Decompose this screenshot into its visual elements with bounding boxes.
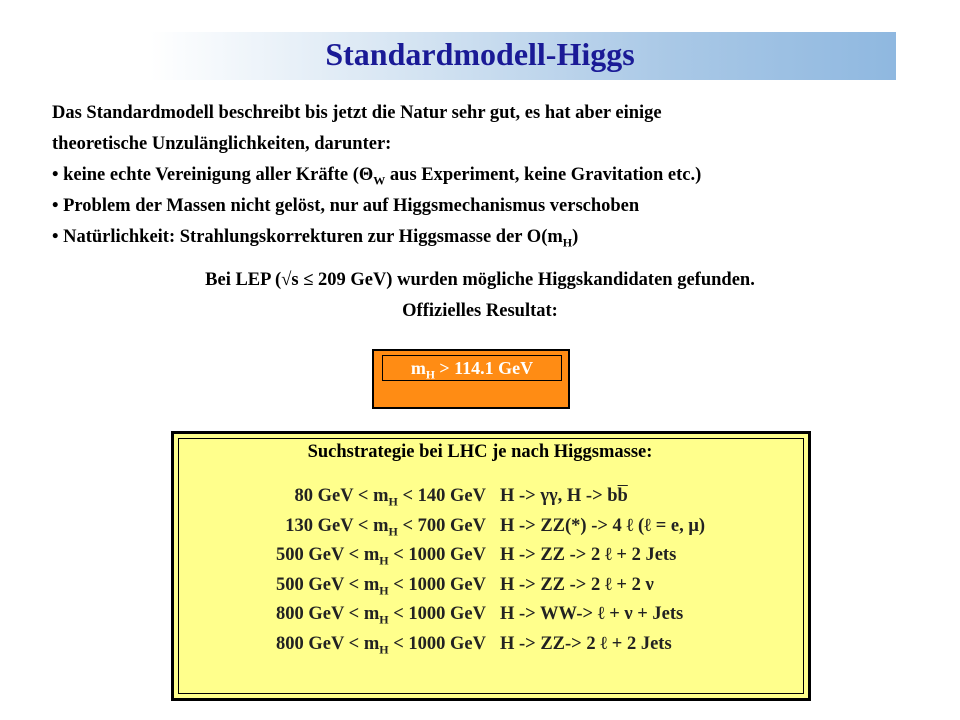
table-row [196, 630, 796, 660]
mass-range-lower: 800 GeV < m [276, 633, 380, 654]
decay-text: H -> ZZ -> 2 ℓ + 2 Jets [500, 545, 677, 565]
intro-line-1: Das Standardmodell beschreibt bis jetzt die Natur sehr gut, es hat aber einige [52, 103, 662, 123]
decay-text: H -> WW-> ℓ + ν + Jets [500, 604, 684, 624]
mass-range-lower: 500 GeV < m [276, 545, 380, 565]
decay-channel [500, 630, 672, 660]
lep-result-text [0, 265, 960, 327]
result-box [372, 349, 570, 409]
result-bound: > 114.1 GeV [434, 358, 534, 378]
mass-range [276, 571, 486, 601]
mass-range-upper: < 700 GeV [397, 515, 486, 536]
result-subscript: H [425, 368, 435, 382]
lep-line-2: Offizielles Resultat: [402, 301, 558, 321]
mass-range-upper: < 1000 GeV [388, 633, 486, 654]
mass-range-upper: < 1000 GeV [388, 574, 486, 595]
mass-range-lower: 80 GeV < m [294, 486, 389, 506]
anti-b-quark: $\overline{b}$ [617, 486, 628, 506]
lhc-strategy-table [196, 482, 796, 659]
intro-text [52, 98, 932, 253]
mass-range-upper: < 1000 GeV [388, 545, 486, 565]
bullet-unification-text: • keine echte Vereinigung aller Kräfte (Θ [52, 165, 374, 185]
mass-range [276, 600, 486, 630]
decay-text: H -> γγ, H -> b [500, 486, 618, 506]
mass-range [276, 630, 486, 660]
bullet-naturalness-text: • Natürlichkeit: Strahlungskorrekturen zur Higgsmasse der O(m [52, 227, 563, 247]
bullet-unification [52, 160, 932, 191]
decay-channel [500, 512, 705, 542]
intro-line-2: theoretische Unzulänglichkeiten, darunter: [52, 134, 392, 154]
table-row [196, 571, 796, 601]
mass-range-lower: 130 GeV < m [285, 515, 389, 536]
decay-channel [500, 600, 683, 630]
mass-range-lower: 800 GeV < m [276, 604, 380, 624]
result-m: m [410, 358, 426, 378]
decay-text: H -> ZZ(*) -> 4 ℓ (ℓ = e, μ) [500, 515, 705, 536]
slide-title: Standardmodell-Higgs [325, 36, 635, 72]
table-row [196, 512, 796, 542]
mass-subscript: H [379, 642, 389, 657]
lhc-heading: Suchstrategie bei LHC je nach Higgsmasse: [307, 442, 653, 462]
bullet-masses: • Problem der Massen nicht gelöst, nur auf Higgsmechanismus verschoben [52, 196, 640, 216]
decay-channel [500, 571, 654, 601]
mass-range-lower: 500 GeV < m [276, 574, 380, 595]
theta-w-subscript: W [373, 173, 386, 188]
decay-channel [500, 541, 676, 571]
bullet-naturalness-text-end: ) [572, 227, 579, 247]
lep-line-1: Bei LEP (√s ≤ 209 GeV) wurden mögliche Higgskandidaten gefunden. [205, 270, 755, 290]
mass-subscript: H [379, 612, 389, 627]
mass-subscript: H [379, 583, 389, 598]
mass-subscript: H [388, 494, 398, 509]
decay-text: H -> ZZ-> 2 ℓ + 2 Jets [500, 633, 672, 654]
bullet-unification-text-end: aus Experiment, keine Gravitation etc.) [385, 165, 702, 185]
table-row [196, 541, 796, 571]
mass-range [295, 482, 486, 512]
bullet-naturalness [52, 222, 932, 253]
decay-channel [500, 482, 628, 512]
mh-subscript: H [562, 235, 573, 250]
mass-subscript: H [379, 553, 389, 568]
mass-range [285, 512, 486, 542]
table-row [196, 600, 796, 630]
decay-text: H -> ZZ -> 2 ℓ + 2 ν [500, 574, 654, 595]
mass-range-upper: < 1000 GeV [388, 604, 486, 624]
table-row [196, 482, 796, 512]
mass-subscript: H [388, 524, 398, 539]
mass-range [276, 541, 486, 571]
result-value [382, 355, 562, 381]
mass-range-upper: < 140 GeV [397, 486, 486, 506]
